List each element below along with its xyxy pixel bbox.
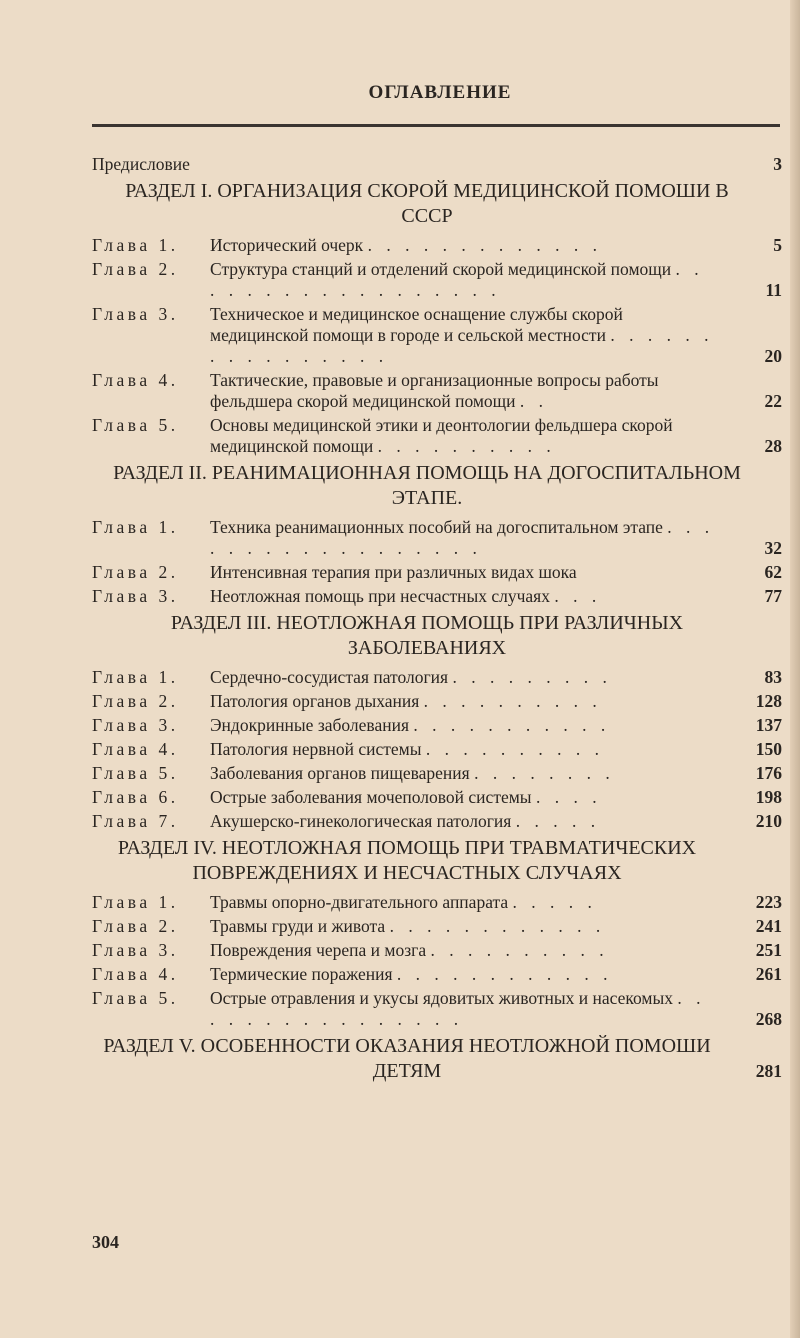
toc-entry-chapter: [92, 415, 782, 457]
chapter-number: Глава 2.: [92, 562, 179, 582]
chapter-title: Структура станций и отделений скорой медицинской помощи: [210, 259, 672, 279]
leader-dots: . . . . . . . . . . . .: [396, 964, 613, 984]
leader-dots: . . . . . . . . . . . . . . . . . .: [210, 517, 715, 558]
toc-entry-chapter: [92, 691, 782, 712]
chapter-page: 251: [755, 940, 782, 960]
chapter-title: Патология нервной системы: [210, 739, 422, 759]
chapter-number: Глава 2.: [92, 691, 179, 711]
section-heading: РАЗДЕЛ I. ОРГАНИЗАЦИЯ СКОРОЙ МЕДИЦИНСКОЙ ПОМОШИ В СССР: [125, 180, 729, 227]
section-5-heading: [92, 1034, 782, 1084]
chapter-number: Глава 4.: [92, 370, 179, 390]
chapter-number: Глава 2.: [92, 916, 179, 936]
chapter-title-line: [210, 892, 720, 913]
chapter-title-line: [210, 763, 720, 784]
chapter-page: 198: [755, 787, 782, 807]
leader-dots: . . . . . . . . . . . . . . . .: [210, 988, 706, 1029]
leader-dots: . . . . .: [515, 811, 601, 831]
chapter-page: 128: [755, 691, 782, 711]
page-edge: [790, 0, 800, 1338]
page-number: 304: [92, 1232, 119, 1252]
chapter-page: 150: [755, 739, 782, 759]
chapter-title: Термические поражения: [210, 964, 393, 984]
chapter-number: Глава 3.: [92, 304, 179, 324]
leader-dots: . . . . . . . . . . . . .: [367, 235, 602, 255]
chapter-number: Глава 7.: [92, 811, 179, 831]
chapter-title-line: [210, 940, 720, 961]
chapter-title: Тактические, правовые и организационные вопросы работы фельдшера скорой медицинской помощи: [210, 370, 659, 411]
toc-entry-preface: [92, 148, 782, 175]
chapter-title: Повреждения черепа и мозга: [210, 940, 427, 960]
chapter-title: Эндокринные заболевания: [210, 715, 410, 735]
toc-entry-chapter: [92, 304, 782, 367]
chapter-title: Заболевания органов пищеварения: [210, 763, 470, 783]
sections: [92, 179, 782, 1030]
chapter-page: 11: [765, 280, 782, 300]
section-5-heading-text: РАЗДЕЛ V. ОСОБЕННОСТИ ОКАЗАНИЯ НЕОТЛОЖНОЙ ПОМОШИ ДЕТЯМ: [103, 1035, 711, 1082]
toc-entry-chapter: [92, 715, 782, 736]
chapter-page: 22: [764, 391, 782, 411]
chapter-number: Глава 3.: [92, 715, 179, 735]
toc-entry-chapter: [92, 517, 782, 559]
leader-dots: . . . . . . . . . .: [423, 691, 602, 711]
chapter-title-line: [210, 370, 720, 412]
chapter-title-line: [210, 964, 720, 985]
chapter-title: Острые отравления и укусы ядовитых животных и насекомых: [210, 988, 674, 1008]
chapter-number: Глава 1.: [92, 235, 179, 255]
chapter-title-line: [210, 715, 720, 736]
leader-dots: . .: [519, 391, 549, 411]
preface-page: 3: [773, 154, 782, 174]
leader-dots: . . . . . . . . . .: [425, 739, 604, 759]
toc-entry-chapter: [92, 586, 782, 607]
chapter-page: 137: [755, 715, 782, 735]
chapter-title: Техника реанимационных пособий на догоспитальном этапе: [210, 517, 663, 537]
chapter-title-line: [210, 691, 720, 712]
toc-entry-chapter: [92, 259, 782, 301]
leader-dots: . . . . . . . . . . . .: [389, 916, 606, 936]
chapter-page: 176: [755, 763, 782, 783]
chapter-page: 241: [755, 916, 782, 936]
toc-entry-chapter: [92, 916, 782, 937]
chapter-number: Глава 4.: [92, 739, 179, 759]
chapter-page: 261: [755, 964, 782, 984]
preface-label: Предисловие: [92, 154, 190, 174]
section-heading: РАЗДЕЛ IV. НЕОТЛОЖНАЯ ПОМОЩЬ ПРИ ТРАВМАТИЧЕСКИХ ПОВРЕЖДЕНИЯХ И НЕСЧАСТНЫХ СЛУЧАЯХ: [117, 837, 697, 884]
chapter-title-line: [210, 916, 720, 937]
chapter-number: Глава 1.: [92, 667, 179, 687]
chapter-page: 5: [773, 235, 782, 255]
chapter-title: Острые заболевания мочеполовой системы: [210, 787, 532, 807]
chapter-title-line: [210, 517, 720, 559]
leader-dots: . . . . . . . . . .: [377, 436, 556, 456]
toc-entry-chapter: [92, 667, 782, 688]
chapter-number: Глава 6.: [92, 787, 179, 807]
chapter-page: 62: [764, 562, 782, 582]
page-title: ОГЛАВЛЕНИЕ: [368, 82, 512, 103]
chapter-number: Глава 1.: [92, 517, 179, 537]
chapter-title-line: [210, 415, 720, 457]
toc-entry-chapter: [92, 940, 782, 961]
leader-dots: . . . . . . . . . . . . . . . . . .: [210, 259, 704, 300]
leader-dots: . . . . .: [512, 892, 597, 912]
chapter-number: Глава 5.: [92, 988, 179, 1008]
chapter-title-line: [210, 787, 720, 808]
chapter-number: Глава 3.: [92, 940, 179, 960]
chapter-page: 28: [764, 436, 782, 456]
chapter-title-line: [210, 667, 720, 688]
chapter-page: 210: [755, 811, 782, 831]
chapter-number: Глава 3.: [92, 586, 179, 606]
table-of-contents: [92, 148, 782, 1088]
chapter-number: Глава 1.: [92, 892, 179, 912]
toc-entry-chapter: [92, 964, 782, 985]
toc-entry-chapter: [92, 988, 782, 1030]
toc-entry-chapter: [92, 811, 782, 832]
toc-entry-chapter: [92, 370, 782, 412]
section-5-page: 281: [755, 1061, 782, 1081]
toc-entry-chapter: [92, 763, 782, 784]
chapter-title-line: [210, 988, 720, 1030]
chapter-title: Исторический очерк: [210, 235, 364, 255]
chapter-page: 32: [764, 538, 782, 558]
leader-dots: . . .: [554, 586, 602, 606]
chapter-title: Травмы опорно-двигательного аппарата: [210, 892, 509, 912]
leader-dots: . . . . . . . . . . . . . . . .: [210, 325, 714, 366]
chapter-page: 77: [764, 586, 782, 606]
section-heading: РАЗДЕЛ II. РЕАНИМАЦИОННАЯ ПОМОЩЬ НА ДОГОСПИТАЛЬНОМ ЭТАПЕ.: [113, 462, 741, 509]
chapter-title: Сердечно-сосудистая патология: [210, 667, 449, 687]
chapter-title-line: [210, 259, 720, 301]
toc-entry-chapter: [92, 739, 782, 760]
chapter-number: Глава 5.: [92, 415, 179, 435]
chapter-page: 223: [755, 892, 782, 912]
leader-dots: . . . . . . . . .: [452, 667, 612, 687]
toc-entry-chapter: [92, 892, 782, 913]
chapter-title-line: [210, 235, 720, 256]
chapter-title: Неотложная помощь при несчастных случаях: [210, 586, 550, 606]
chapter-title-line: [210, 739, 720, 760]
leader-dots: . . . . . . . .: [474, 763, 615, 783]
chapter-title-line: [210, 811, 720, 832]
toc-entry-chapter: [92, 787, 782, 808]
chapter-number: Глава 2.: [92, 259, 179, 279]
chapter-title-line: [210, 304, 720, 367]
chapter-page: 268: [755, 1009, 782, 1029]
chapter-title-line: [210, 586, 720, 607]
chapter-title: Интенсивная терапия при различных видах шока: [210, 562, 577, 582]
chapter-title: Техническое и медицинское оснащение службы скорой медицинской помощи в городе и сельской местности: [210, 304, 623, 345]
leader-dots: . . . . . . . . . . .: [413, 715, 611, 735]
leader-dots: . . . .: [535, 787, 602, 807]
chapter-page: 20: [764, 346, 782, 366]
chapter-page: 83: [764, 667, 782, 687]
title-rule: [92, 124, 780, 127]
section-heading: РАЗДЕЛ III. НЕОТЛОЖНАЯ ПОМОЩЬ ПРИ РАЗЛИЧНЫХ ЗАБОЛЕВАНИЯХ: [170, 612, 684, 659]
chapter-title: Травмы груди и живота: [210, 916, 386, 936]
toc-entry-chapter: [92, 562, 782, 583]
toc-entry-chapter: [92, 235, 782, 256]
chapter-title: Патология органов дыхания: [210, 691, 420, 711]
chapter-title-line: [210, 562, 720, 583]
chapter-number: Глава 5.: [92, 763, 179, 783]
chapter-title: Основы медицинской этики и деонтологии фельдшера скорой медицинской помощи: [210, 415, 673, 456]
chapter-title: Акушерско-гинекологическая патология: [210, 811, 512, 831]
leader-dots: . . . . . . . . . .: [430, 940, 609, 960]
chapter-number: Глава 4.: [92, 964, 179, 984]
